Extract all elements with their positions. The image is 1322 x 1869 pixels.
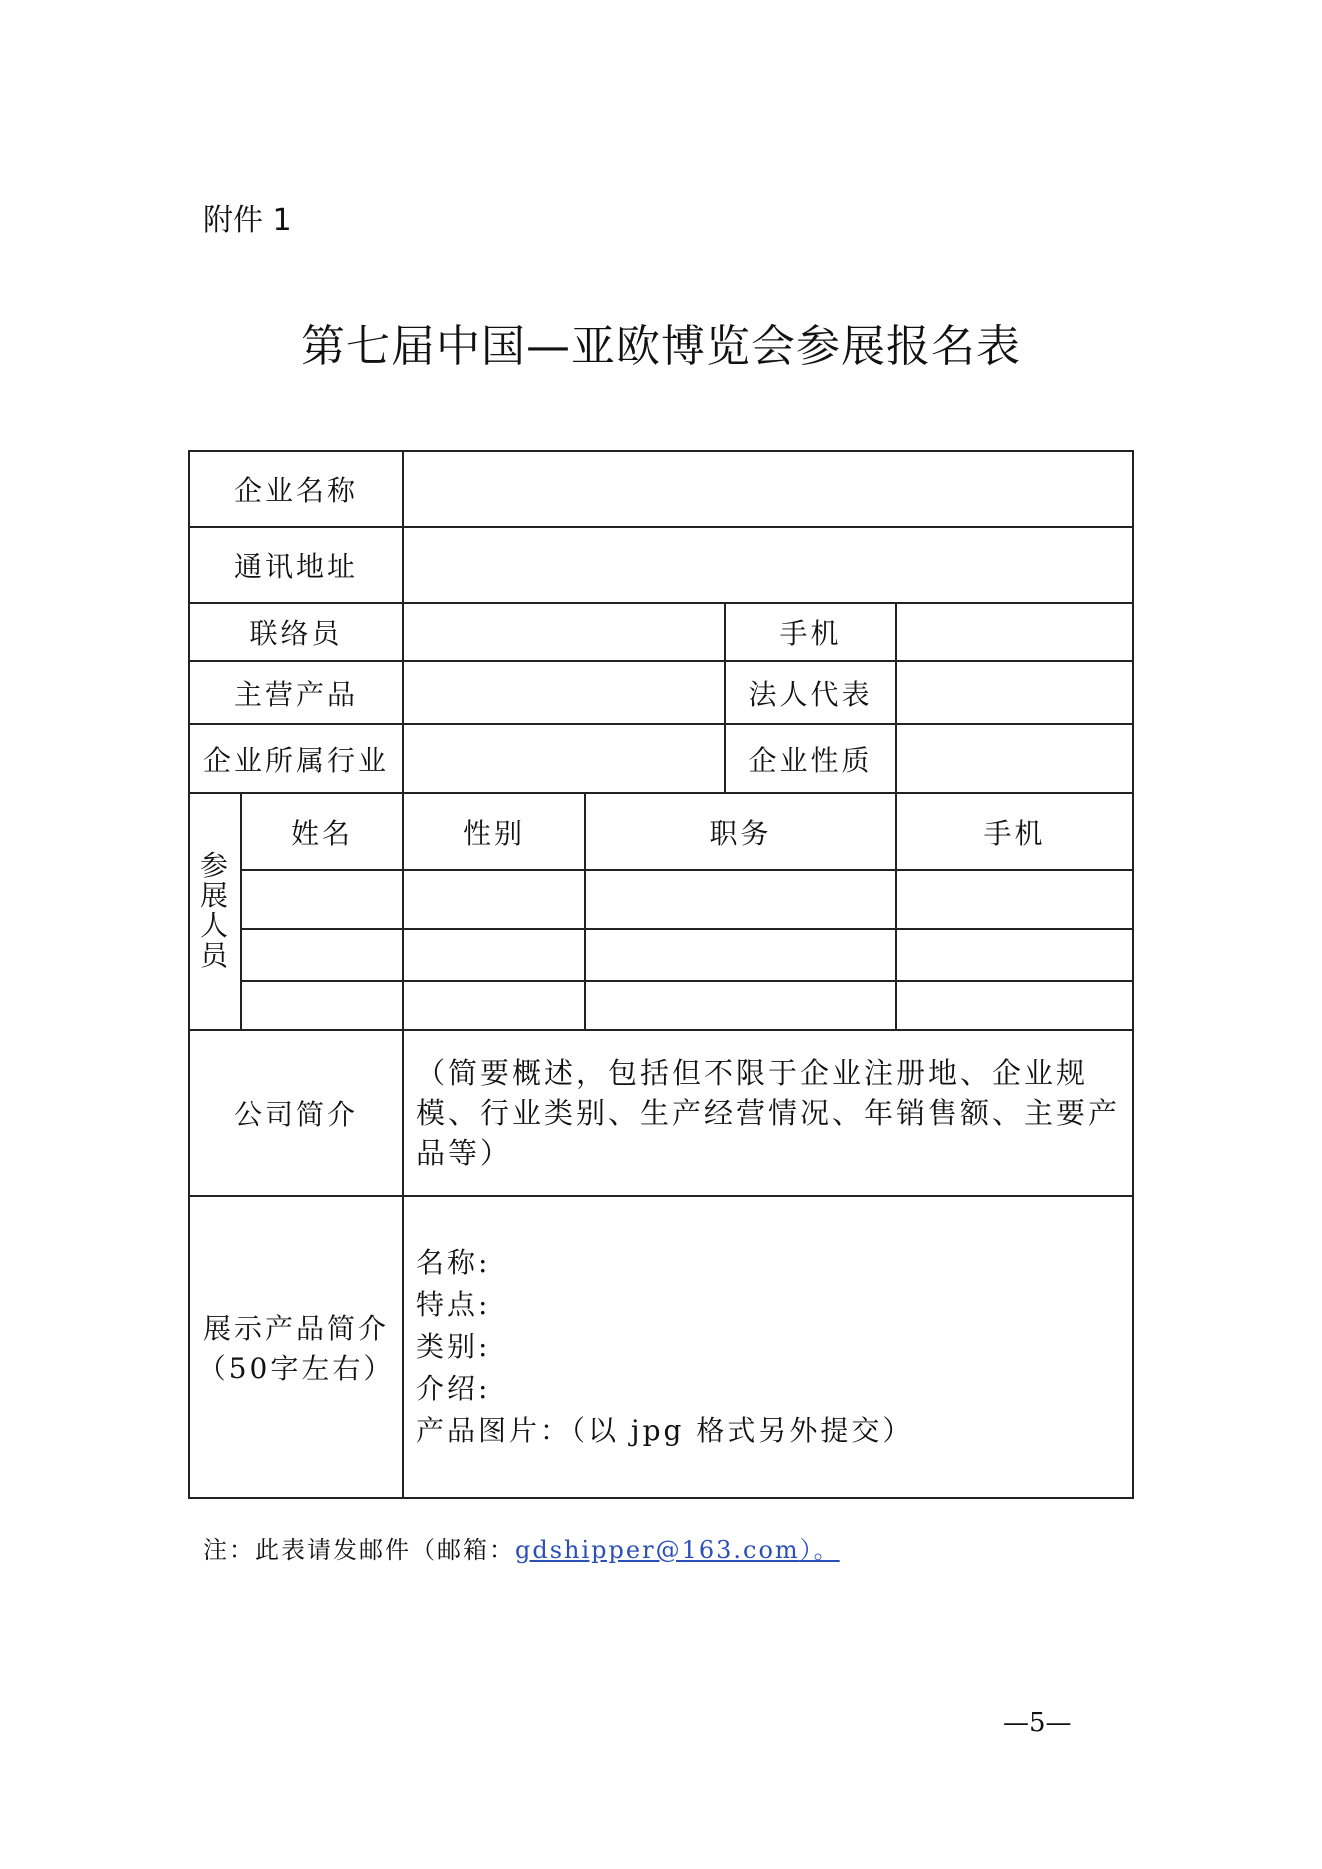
- page-number: —5—: [1003, 1708, 1072, 1738]
- participant-position-field[interactable]: [585, 870, 896, 929]
- participant-mobile-field[interactable]: [896, 870, 1133, 929]
- participant-name-field[interactable]: [241, 929, 403, 981]
- participant-name-field[interactable]: [241, 981, 403, 1030]
- company-name-field[interactable]: [403, 451, 1133, 527]
- contact-label: 联络员: [189, 603, 403, 661]
- legal-rep-field[interactable]: [896, 661, 1133, 724]
- registration-form: [188, 450, 1134, 1499]
- participants-label: 参 展 人 员: [189, 793, 241, 1030]
- participant-name-field[interactable]: [241, 870, 403, 929]
- product-intro-field[interactable]: [403, 1196, 1133, 1498]
- product-feature-line: 特点:: [416, 1288, 491, 1321]
- col-name-header: 姓名: [241, 793, 403, 870]
- participant-mobile-field[interactable]: [896, 929, 1133, 981]
- footnote: 注：此表请发邮件（邮箱：gdshipper@163.com）。: [203, 1536, 840, 1564]
- nature-label: 企业性质: [725, 724, 896, 793]
- participant-row: [189, 929, 1133, 981]
- contact-field[interactable]: [403, 603, 725, 661]
- company-intro-hint: （简要概述，包括但不限于企业注册地、企业规模、行业类别、生产经营情况、年销售额、主要产品等）: [416, 1056, 1121, 1170]
- participant-position-field[interactable]: [585, 929, 896, 981]
- col-gender-header: 性别: [403, 793, 585, 870]
- contact-mobile-label: 手机: [725, 603, 896, 661]
- product-category-line: 类别:: [416, 1330, 491, 1363]
- company-intro-label: 公司简介: [189, 1030, 403, 1196]
- participant-gender-field[interactable]: [403, 870, 585, 929]
- col-mobile-header: 手机: [896, 793, 1133, 870]
- company-intro-field[interactable]: [403, 1030, 1133, 1196]
- product-description-line: 介绍:: [416, 1372, 491, 1405]
- col-position-header: 职务: [585, 793, 896, 870]
- main-products-field[interactable]: [403, 661, 725, 724]
- product-image-line: 产品图片：（以 jpg 格式另外提交）: [416, 1414, 914, 1447]
- email-link[interactable]: gdshipper@163.com: [515, 1536, 800, 1564]
- legal-rep-label: 法人代表: [725, 661, 896, 724]
- company-name-label: 企业名称: [189, 451, 403, 527]
- product-name-line: 名称:: [416, 1246, 491, 1279]
- nature-field[interactable]: [896, 724, 1133, 793]
- address-label: 通讯地址: [189, 527, 403, 603]
- participant-row: [189, 981, 1133, 1030]
- participant-gender-field[interactable]: [403, 929, 585, 981]
- participant-position-field[interactable]: [585, 981, 896, 1030]
- participant-row: [189, 870, 1133, 929]
- participant-mobile-field[interactable]: [896, 981, 1133, 1030]
- contact-mobile-field[interactable]: [896, 603, 1133, 661]
- industry-label: 企业所属行业: [189, 724, 403, 793]
- product-intro-label: 展示产品简介 （50字左右）: [189, 1196, 403, 1498]
- page-title: 第七届中国—亚欧博览会参展报名表: [301, 321, 1021, 372]
- attachment-label: 附件 1: [203, 203, 292, 238]
- address-field[interactable]: [403, 527, 1133, 603]
- participant-gender-field[interactable]: [403, 981, 585, 1030]
- main-products-label: 主营产品: [189, 661, 403, 724]
- industry-field[interactable]: [403, 724, 725, 793]
